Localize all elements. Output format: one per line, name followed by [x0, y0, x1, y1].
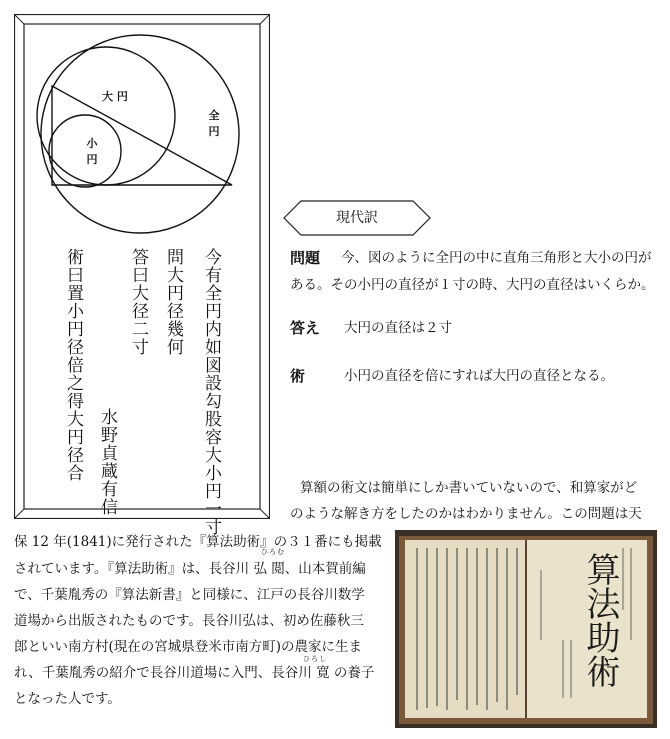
label-large-circle: 大 円 — [102, 90, 128, 103]
label-full-circle: 全 円 — [208, 109, 220, 138]
article-line-top-2: のような解き方をしたのかはわかりません。この問題は天 — [290, 506, 642, 522]
book-title: 算法助術 — [580, 552, 620, 688]
ruby-hiroshi: ひろし — [303, 655, 327, 663]
method-label: 術 — [290, 367, 306, 385]
article-line-5: 郎といい南方村(現在の宮城県登米市南方町)の農家に生ま — [14, 639, 363, 655]
tablet-method: 術曰置小円径倍之得大円径合 — [63, 248, 83, 482]
article-line-7: となった人です。 — [14, 691, 121, 707]
question-label: 問題 — [290, 249, 321, 267]
article-line-3: で、千葉胤秀の『算法新書』と同様に、江戸の長谷川数学 — [14, 587, 365, 603]
modern-translation-badge — [283, 200, 431, 236]
article-line-6: れ、千葉胤秀の紹介で長谷川道場に入門、長谷川 寛 の養子 — [14, 665, 375, 681]
badge-label: 現代訳 — [336, 210, 378, 226]
label-small-circle: 小 円 — [86, 137, 98, 166]
question-line-1: 今、図のように全円の中に直角三角形と大小の円が — [341, 250, 652, 266]
answer-text: 大円の直径は２寸 — [344, 320, 452, 336]
book-photo — [395, 530, 657, 728]
article-line-4: 道場から出版されたものです。長谷川弘は、初め佐藤秋三 — [14, 613, 364, 629]
tablet-author: 水野貞蔵有信 — [97, 408, 117, 516]
article-line-1: 保 12 年(1841)に発行された『算法助術』の３１番にも掲載 — [14, 534, 382, 550]
tablet-problem: 今有全円内如図設勾股容大小円一寸 — [201, 248, 221, 536]
ruby-hiromu: ひろむ — [261, 548, 285, 556]
sangaku-panel — [14, 14, 270, 536]
answer-label: 答え — [290, 319, 321, 337]
article-line-2: されています。『算法助術』は、長谷川 弘 閲、山本賀前編 — [14, 561, 366, 577]
article-line-top-1: 算額の術文は簡単にしか書いていないので、和算家がど — [300, 480, 638, 496]
method-text: 小円の直径を倍にすれば大円の直径となる。 — [344, 368, 614, 384]
tablet-question: 問大円径幾何 — [163, 248, 183, 356]
tablet-answer: 答曰大径二寸 — [128, 248, 148, 356]
question-line-2: ある。その小円の直径が１寸の時、大円の直径はいくらか。 — [290, 277, 655, 293]
